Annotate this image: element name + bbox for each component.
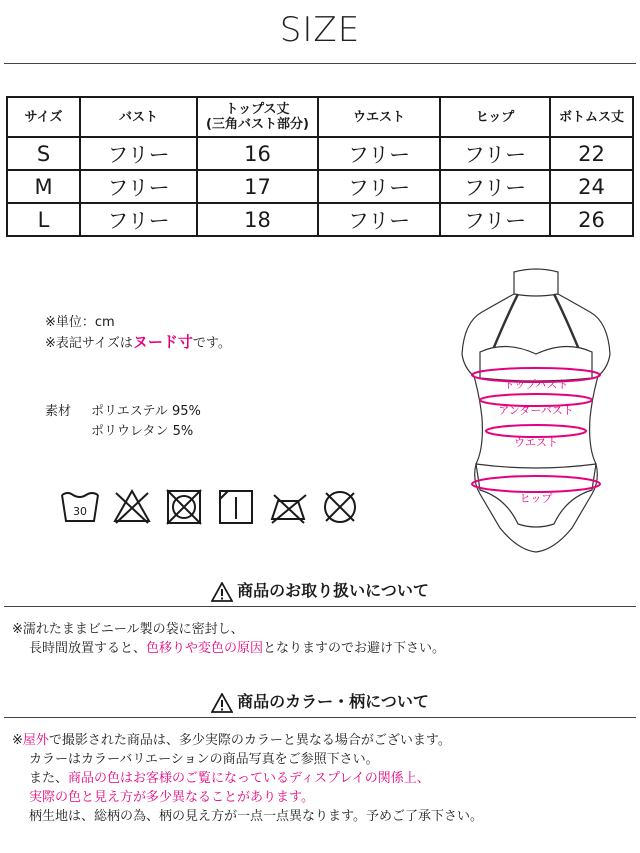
handling-line-2-highlight: 色移りや変色の原因: [146, 641, 264, 656]
page-title: SIZE: [279, 10, 361, 50]
nude-size-note: [45, 332, 231, 354]
table-cell: 18: [197, 203, 318, 236]
nude-note-highlight: ヌード寸: [132, 333, 193, 351]
table-header-row: [7, 97, 633, 137]
warning-icon: [211, 582, 233, 602]
no-iron-icon: [268, 487, 308, 527]
table-cell: フリー: [80, 137, 197, 170]
table-row: [7, 170, 633, 203]
handling-heading-text: 商品のお取り扱いについて: [237, 581, 429, 600]
table-cell: 17: [197, 170, 318, 203]
handling-line-2-prefix: 長時間放置すると、: [29, 641, 147, 656]
body-measurement-diagram: [456, 268, 616, 558]
handling-line-2: [29, 639, 640, 658]
header-bust: バスト: [80, 97, 197, 137]
handling-line-1: ※濡れたままビニール製の袋に密封し、: [12, 622, 244, 637]
label-waist: ウエスト: [514, 436, 558, 449]
table-cell: フリー: [440, 170, 550, 203]
no-bleach-icon: [112, 487, 152, 527]
wash-temp-text: 30: [73, 505, 87, 518]
wash-30-icon: [60, 487, 100, 527]
title-divider: [4, 63, 636, 64]
table-cell: フリー: [318, 137, 440, 170]
material-label: 素材: [45, 404, 72, 419]
table-cell: フリー: [440, 203, 550, 236]
color-line-2: カラーはカラーバリエーションの商品写真をご参照下さい。: [29, 752, 379, 767]
color-heading-text: 商品のカラー・柄について: [237, 692, 429, 711]
line-dry-icon: [216, 487, 256, 527]
table-cell: S: [7, 137, 80, 170]
table-cell: フリー: [318, 170, 440, 203]
table-row: [7, 137, 633, 170]
table-cell: 22: [550, 137, 633, 170]
color-line-1-mark: ※: [12, 733, 23, 748]
color-line-1-rest: で撮影された商品は、多少実際のカラーと異なる場合がございます。: [48, 733, 451, 748]
label-top-bust: トップバスト: [503, 378, 569, 391]
header-waist: ウエスト: [318, 97, 440, 137]
color-line-5: 柄生地は、総柄の為、柄の見え方が一点一点異なります。予めご了承下さい。: [29, 809, 483, 824]
table-cell: L: [7, 203, 80, 236]
table-cell: 26: [550, 203, 633, 236]
color-line-4: 実際の色と見え方が多少異なることがあります。: [29, 790, 314, 805]
table-cell: フリー: [318, 203, 440, 236]
color-line-3-highlight: 商品の色はお客様のご覧になっているディスプレイの関係上、: [68, 771, 430, 786]
color-line-3: [29, 769, 640, 788]
header-bottoms-length: ボトムス丈: [550, 97, 633, 137]
handling-heading: [0, 578, 640, 602]
unit-note: ※単位：cm: [45, 315, 115, 330]
table-cell: フリー: [80, 203, 197, 236]
table-cell: M: [7, 170, 80, 203]
nude-note-suffix: です。: [192, 336, 231, 351]
nude-note-prefix: ※表記サイズは: [45, 336, 133, 351]
label-under-bust: アンダーバスト: [498, 404, 574, 417]
no-tumble-dry-icon: [164, 487, 204, 527]
material-polyurethane: ポリウレタン 5%: [91, 424, 194, 439]
color-line-1-highlight: 屋外: [22, 733, 49, 748]
table-cell: 24: [550, 170, 633, 203]
color-line-3-prefix: また、: [29, 771, 69, 786]
warning-icon: [211, 693, 233, 713]
handling-divider: [4, 606, 636, 607]
color-line-1: [12, 731, 632, 750]
material-polyester: ポリエステル 95%: [91, 404, 201, 419]
table-cell: 16: [197, 137, 318, 170]
handling-line-2-suffix: となりますのでお避け下さい。: [263, 641, 446, 656]
color-heading: [0, 689, 640, 713]
label-hip: ヒップ: [519, 492, 553, 505]
color-divider: [4, 717, 636, 718]
header-tops-length: トップス丈 (三角バスト部分): [197, 97, 318, 137]
header-hip: ヒップ: [440, 97, 550, 137]
table-cell: フリー: [80, 170, 197, 203]
header-size: サイズ: [7, 97, 80, 137]
size-table: [6, 96, 634, 237]
table-cell: フリー: [440, 137, 550, 170]
no-dry-clean-icon: [320, 487, 360, 527]
table-row: [7, 203, 633, 236]
